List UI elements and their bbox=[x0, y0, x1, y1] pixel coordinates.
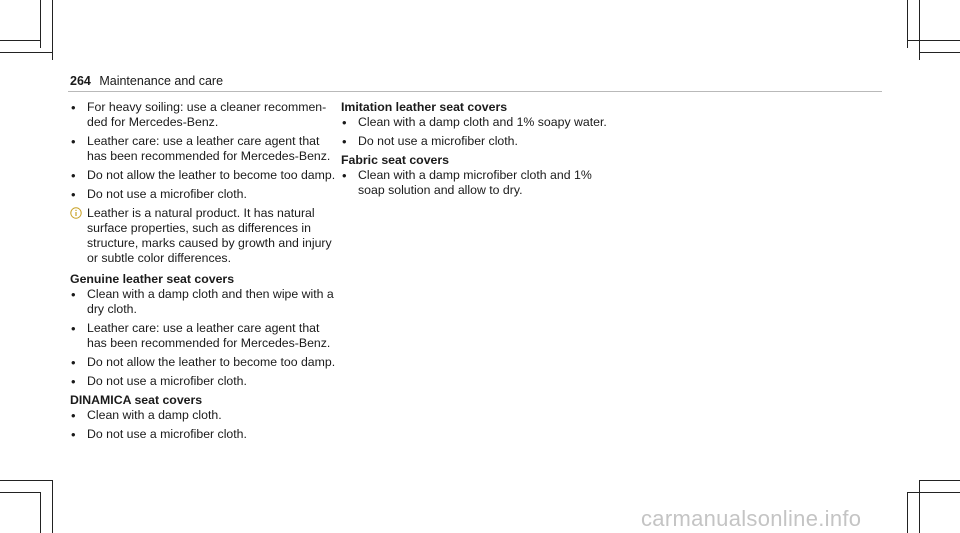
bullet-dot: • bbox=[71, 321, 76, 336]
list-item: • Do not allow the leather to become too damp. bbox=[71, 355, 336, 370]
bullet-dot: • bbox=[342, 115, 347, 130]
list-item: • Clean with a damp cloth and 1% soapy water. bbox=[342, 115, 607, 130]
list-item: • Do not use a microfiber cloth. bbox=[342, 134, 518, 149]
list-item: • Clean with a damp cloth and then wipe with a dry cloth. bbox=[71, 287, 334, 316]
section-heading-dinamica: DINAMICA seat covers bbox=[70, 393, 203, 407]
section-heading-imitation: Imitation leather seat covers bbox=[341, 100, 508, 114]
list-item: • Clean with a damp cloth. bbox=[71, 408, 222, 423]
info-icon bbox=[70, 207, 82, 219]
section-heading-fabric: Fabric seat covers bbox=[341, 153, 450, 167]
list-item: • For heavy soiling: use a cleaner recommen-ded for Mercedes-Benz. bbox=[71, 100, 327, 129]
info-note: Leather is a natural product. It has natural surface properties, such as differences in structure, marks caused by growth and injury or subtle color differences. bbox=[70, 206, 340, 266]
header-rule bbox=[68, 91, 882, 92]
left-column bbox=[70, 100, 340, 446]
bullet-dot: • bbox=[71, 187, 76, 202]
bullet-dot: • bbox=[71, 374, 76, 389]
bullet-dot: • bbox=[71, 408, 76, 423]
bullet-dot: • bbox=[71, 287, 76, 302]
page-header bbox=[70, 74, 223, 88]
bullet-dot: • bbox=[71, 355, 76, 370]
list-item: • Leather care: use a leather care agent that has been recommended for Mercedes-Benz. bbox=[71, 134, 331, 163]
list-item: • Do not use a microfiber cloth. bbox=[71, 374, 247, 389]
bullet-dot: • bbox=[71, 427, 76, 442]
section-heading-genuine: Genuine leather seat covers bbox=[70, 272, 235, 286]
bullet-dot: • bbox=[71, 168, 76, 183]
bullet-dot: • bbox=[71, 134, 76, 149]
page-title: Maintenance and care bbox=[99, 74, 224, 88]
list-item: • Do not use a microfiber cloth. bbox=[71, 187, 247, 202]
list-item: • Do not use a microfiber cloth. bbox=[71, 427, 247, 442]
bullet-dot: • bbox=[342, 168, 347, 183]
watermark: carmanualsonline.info bbox=[641, 506, 862, 531]
page-number: 264 bbox=[70, 74, 91, 88]
list-item: • Do not allow the leather to become too damp. bbox=[71, 168, 336, 183]
list-item: • Leather care: use a leather care agent that has been recommended for Mercedes-Benz. bbox=[71, 321, 331, 350]
bullet-dot: • bbox=[342, 134, 347, 149]
list-item: • Clean with a damp microfiber cloth and 1% soap solution and allow to dry. bbox=[342, 168, 592, 197]
bullet-dot: • bbox=[71, 100, 76, 115]
right-column bbox=[341, 100, 611, 202]
